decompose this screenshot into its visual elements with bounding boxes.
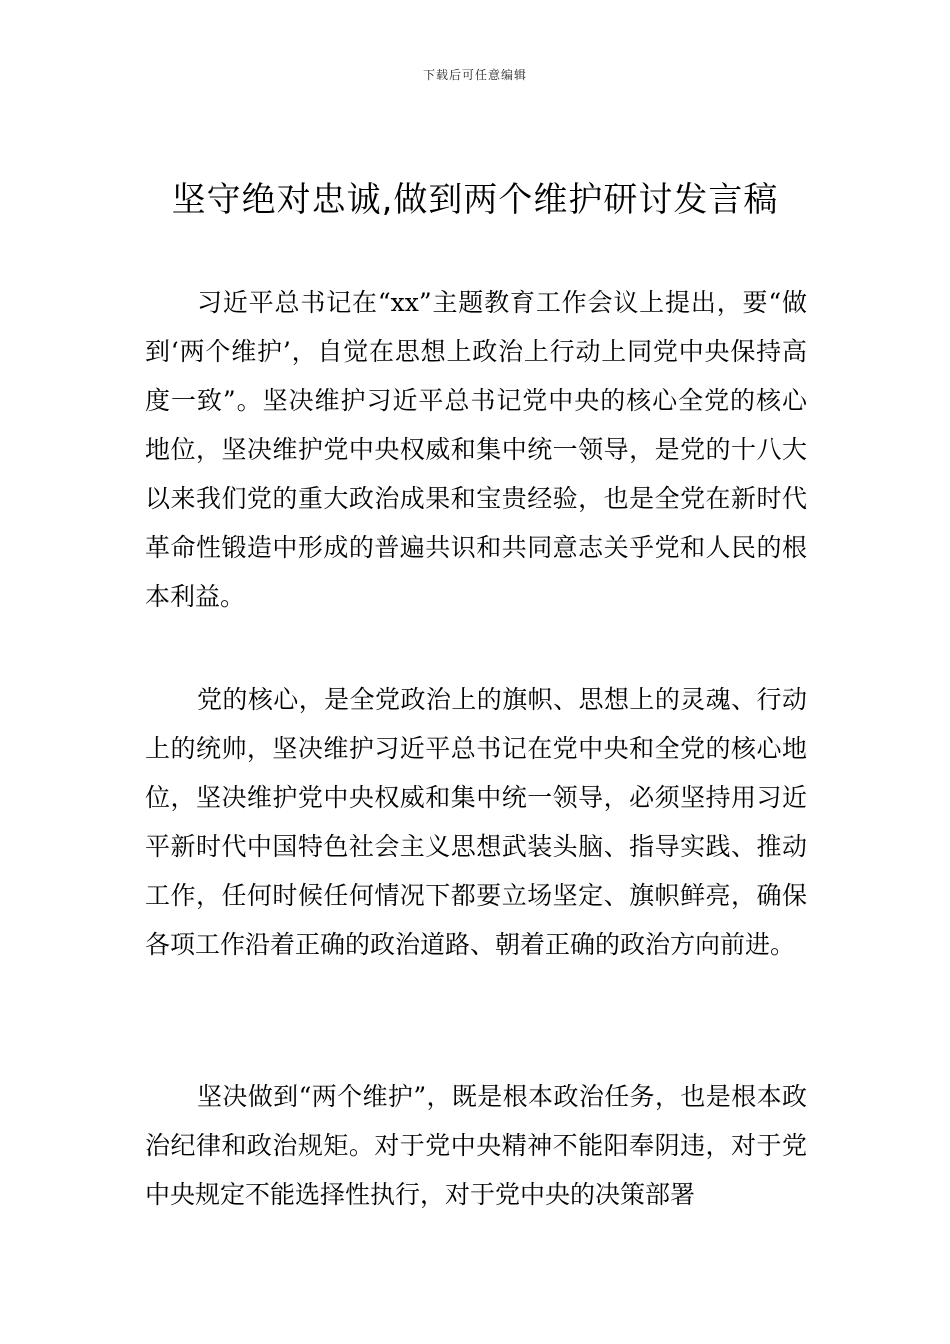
body-paragraph-1: 习近平总书记在“xx”主题教育工作会议上提出，要“做到‘两个维护’，自觉在思想上政治上行动上同党中央保持高度一致”。坚决维护习近平总书记党中央的核心全党的核心地位，坚决维护党中央权威和集中统一领导，是党的十八大以来我们党的重大政治成果和宝贵经验，也是全党在新时代革命性锻造中形成的普遍共识和共同意志关乎党和人民的根本利益。 (145, 288, 807, 611)
body-paragraph-2: 党的核心，是全党政治上的旗帜、思想上的灵魂、行动上的统帅，坚决维护习近平总书记在党中央和全党的核心地位，坚决维护党中央权威和集中统一领导，必须坚持用习近平新时代中国特色社会主义思想武装头脑、指导实践、推动工作，任何时候任何情况下都要立场坚定、旗帜鲜亮，确保各项工作沿着正确的政治道路、朝着正确的政治方向前进。 (145, 685, 807, 959)
body-paragraph-3: 坚决做到“两个维护”，既是根本政治任务，也是根本政治纪律和政治规矩。对于党中央精神不能阳奉阴违，对于党中央规定不能选择性执行，对于党中央的决策部署 (145, 1082, 807, 1209)
header-note: 下载后可任意编辑 (422, 68, 527, 82)
document-title: 坚守绝对忠诚,做到两个维护研讨发言稿 (171, 180, 779, 220)
